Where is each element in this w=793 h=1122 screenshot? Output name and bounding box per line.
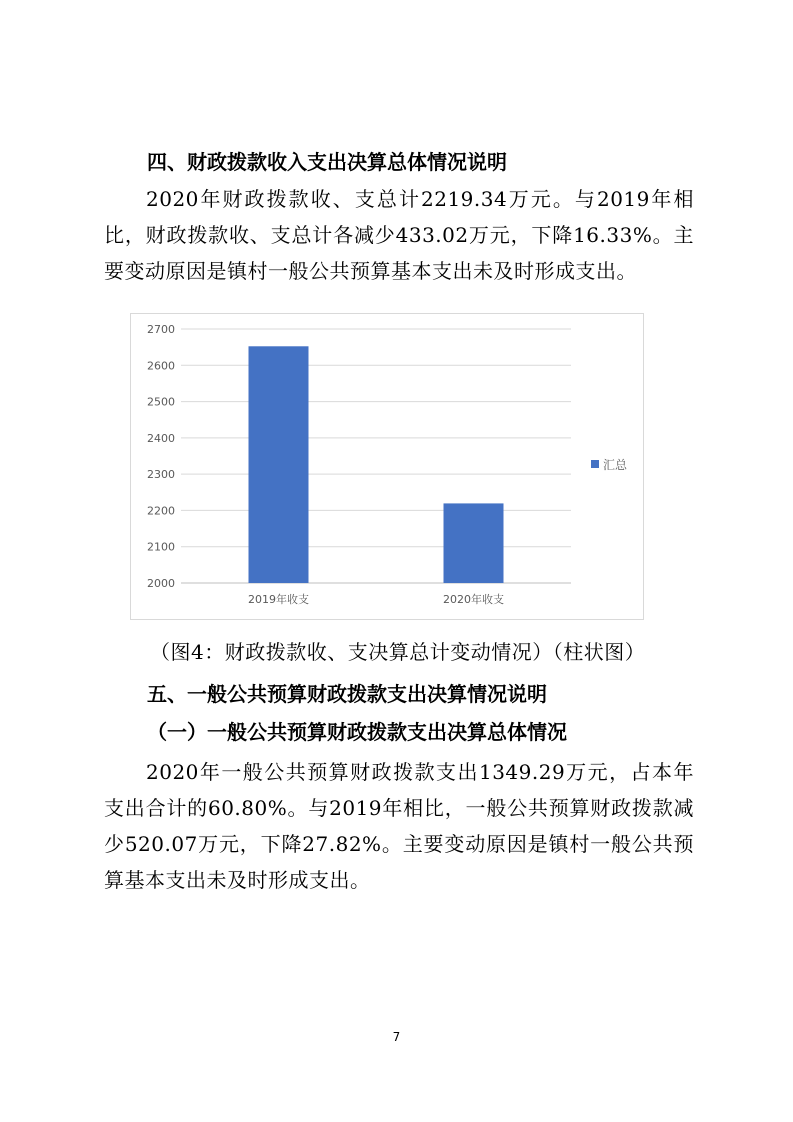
legend-swatch [591, 460, 599, 468]
bar-1 [249, 346, 309, 583]
figure-caption: （图4：财政拨款收、支决算总计变动情况）（柱状图） [150, 640, 646, 664]
section-5-heading: 五、一般公共预算财政拨款支出决算情况说明 [147, 682, 547, 706]
bar-2 [444, 503, 504, 583]
y-tick-label: 2100 [147, 540, 175, 554]
y-tick-label: 2300 [147, 468, 175, 482]
y-tick-label: 2000 [147, 577, 175, 590]
section-4-heading: 四、财政拨款收入支出决算总体情况说明 [147, 150, 507, 174]
y-tick-label: 2700 [147, 323, 175, 336]
x-tick-label: 2020年收支 [443, 593, 504, 606]
section-4-paragraph: 2020年财政拨款收、支总计2219.34万元。与2019年相比，财政拨款收、支总计各减少433.02万元，下降16.33%。主要变动原因是镇村一般公共预算基本支出未及时形成支出。 [104, 187, 694, 283]
page-number: 7 [392, 1030, 401, 1044]
section-5-subheading: （一）一般公共预算财政拨款支出决算总体情况 [147, 720, 567, 744]
y-tick-label: 2500 [147, 395, 175, 409]
legend-label: 汇总 [603, 458, 628, 472]
y-tick-label: 2600 [147, 359, 175, 373]
section-5-paragraph: 2020年一般公共预算财政拨款支出1349.29万元，占本年支出合计的60.80%。与2019年相比，一般公共预算财政拨款减少520.07万元，下降27.82%。主要变动原因是镇村一般公共预算基本支出未及时形成支出。 [104, 760, 694, 892]
y-tick-label: 2200 [147, 504, 175, 518]
y-tick-label: 2400 [147, 431, 175, 445]
x-tick-label: 2019年收支 [248, 593, 309, 606]
bar-chart-svg [131, 314, 643, 619]
bar-chart [130, 313, 644, 620]
